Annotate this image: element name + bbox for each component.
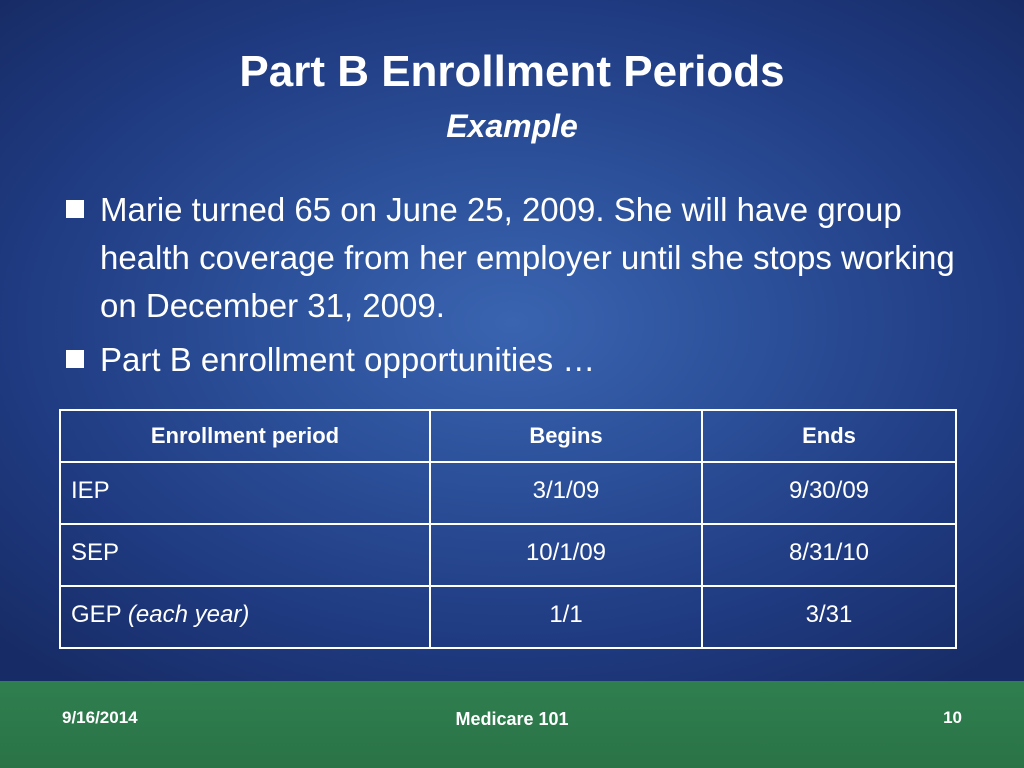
begins-cell: 1/1 [430, 586, 702, 648]
enrollment-table [59, 409, 957, 649]
slide-subtitle: Example [446, 108, 578, 144]
period-name: GEP [71, 601, 122, 628]
bullet-item [64, 186, 964, 330]
table-row [60, 586, 956, 648]
column-header-period: Enrollment period [60, 410, 430, 462]
slide-footer [0, 681, 1024, 768]
square-bullet-icon [66, 350, 84, 368]
bullet-text: Part B enrollment opportunities … [100, 341, 596, 378]
table-row [60, 462, 956, 524]
period-name: IEP [71, 477, 110, 504]
bullet-list [64, 186, 964, 390]
footer-date: 9/16/2014 [62, 708, 138, 727]
bullet-text: Marie turned 65 on June 25, 2009. She will have group health coverage from her employer until she stops working on December 31, 2009. [100, 191, 955, 324]
column-header-begins: Begins [430, 410, 702, 462]
ends-cell: 8/31/10 [702, 524, 956, 586]
column-header-ends: Ends [702, 410, 956, 462]
slide-title: Part B Enrollment Periods [239, 47, 785, 96]
bullet-item [64, 336, 964, 384]
ends-cell: 9/30/09 [702, 462, 956, 524]
period-cell [60, 586, 430, 648]
period-note: (each year) [127, 601, 250, 628]
begins-cell: 3/1/09 [430, 462, 702, 524]
square-bullet-icon [66, 200, 84, 218]
page-number: 10 [943, 708, 962, 727]
period-cell [60, 524, 430, 586]
footer-title: Medicare 101 [455, 709, 569, 729]
period-cell [60, 462, 430, 524]
table-header-row [60, 410, 956, 462]
begins-cell: 10/1/09 [430, 524, 702, 586]
period-name: SEP [71, 539, 120, 566]
ends-cell: 3/31 [702, 586, 956, 648]
table-row [60, 524, 956, 586]
